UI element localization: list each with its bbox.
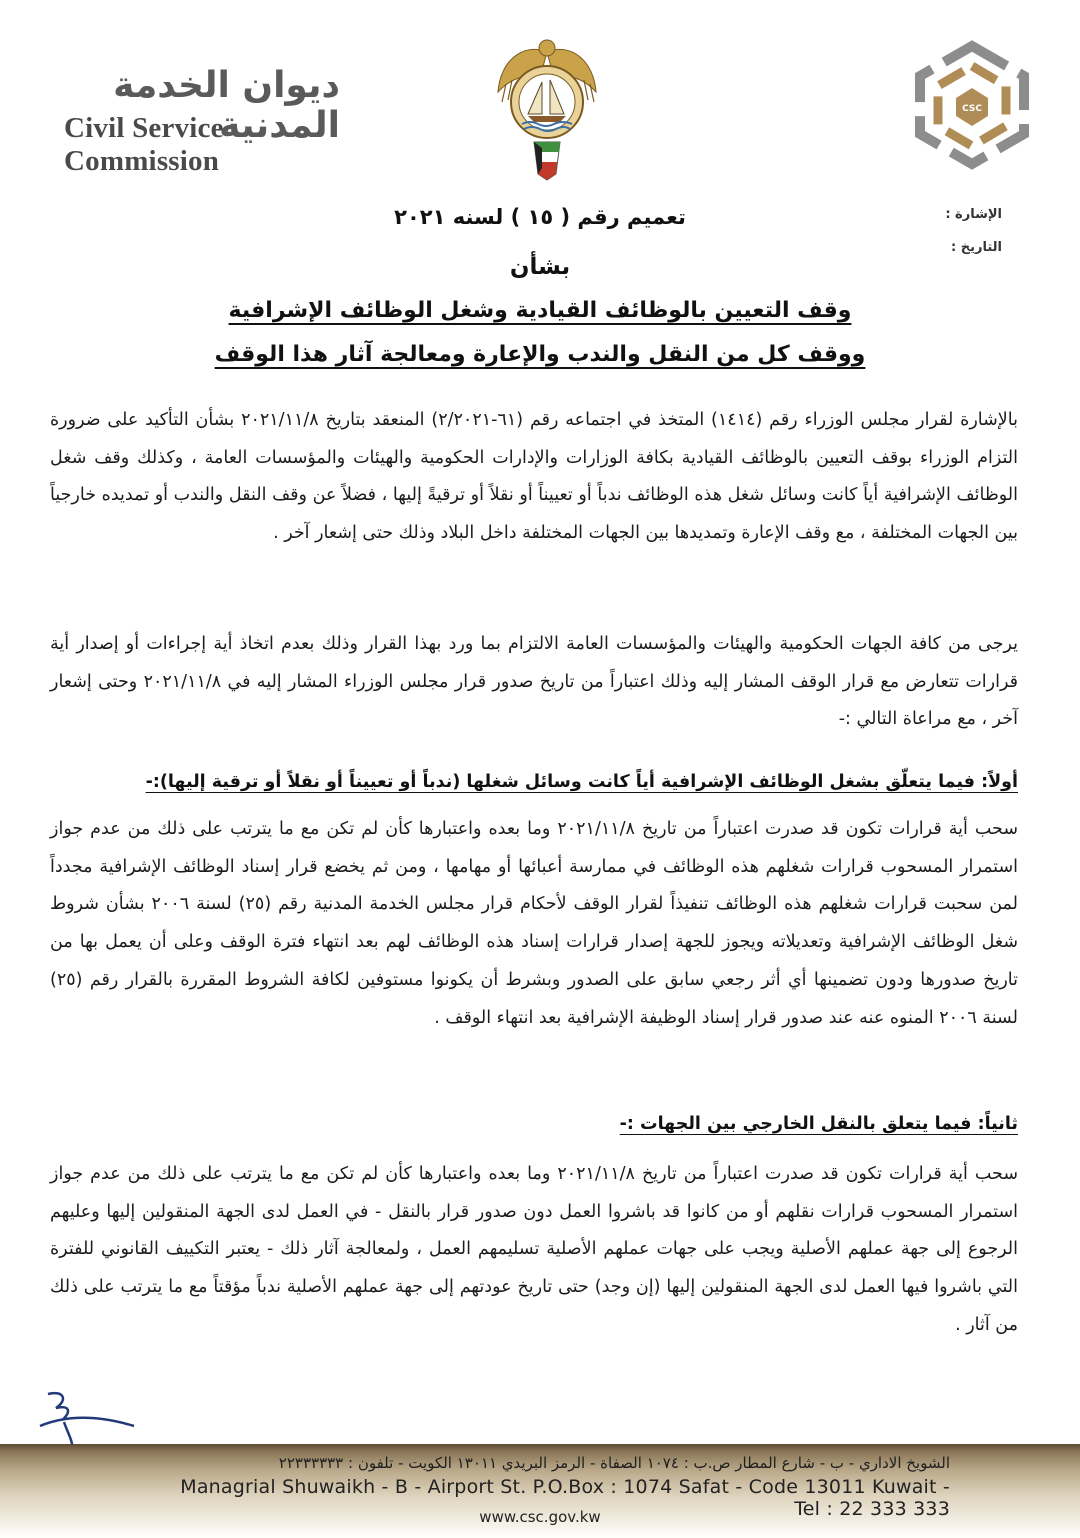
reference-label: الإشارة : [945, 207, 1002, 222]
regarding-title: بشأن [509, 254, 571, 280]
body-paragraph-4: سحب أية قرارات تكون قد صدرت اعتباراً من تاريخ ٢٠٢١/١١/٨ وما بعده واعتبارها كأن لم تكن مع ما يترتب على ذلك من عدم جواز استمرار المسحوب قرارات نقلهم أو من كانوا قد باشروا العمل دون صدور قرار بالنقل - في العمل لدى الجهة المنقولين إليها وعليهم الرجوع إلى جهة عملهم الأصلية ويجب على جهات عملهم الأصلية تسليمهم العمل ، ولمعالجة آثار ذلك - يعتبر التكييف القانوني للفترة التي باشروا فيها العمل لدى الجهة المنقولين إليها (إن وجد) حتى تاريخ عودتهم إلى جهة عملهم الأصلية ندباً مؤقتاً مع ما يترتب على ذلك من آثار . [50, 1164, 1018, 1335]
subject-line-2: ووقف كل من النقل والندب والإعارة ومعالجة آثار هذا الوقف [214, 342, 866, 367]
body-paragraph-2: يرجى من كافة الجهات الحكومية والهيئات والمؤسسات العامة الالتزام بما ورد بهذا القرار وذلك بعدم اتخاذ أية إجراءات أو إصدار أية قرارات تتعارض مع قرار الوقف المشار إليه وذلك اعتباراً من تاريخ صدور قرار مجلس الوزراء المشار إليه في ٢٠٢١/١١/٨ وحتى إشعار آخر ، مع مراعاة التالي :- [50, 634, 1018, 730]
section-heading-first: أولاً: فيما يتعلّق بشغل الوظائف الإشرافية أياً كانت وسائل شغلها (ندباً أو تعييناً أو نقلاً أو ترقية إليها):- [145, 772, 1018, 792]
body-paragraph-3: سحب أية قرارات تكون قد صدرت اعتباراً من تاريخ ٢٠٢١/١١/٨ وما بعده واعتبارها كأن لم تكن مع ما يترتب على ذلك من عدم جواز استمرار المسحوب قرارات شغلهم هذه الوظائف في ممارسة أعبائها أو مهامها ، ومن ثم يخضع قرار إسناد الوظائف الإشرافية مجدداً لمن سحبت قرارات شغلهم هذه الوظائف تنفيذاً لقرار الوقف لأحكام قرار مجلس الخدمة المدنية رقم (٢٥) لسنة ٢٠٠٦ بشأن شروط شغل الوظائف الإشرافية وتعديلاته ويجوز للجهة إصدار قرارات إسناد هذه الوظائف لهم بعد انتهاء فترة الوقف وعلى أن يعمل بها من تاريخ صدورها ودون تضمينها أي أثر رجعي سابق على الصدور وبشرط أن يكونوا مستوفين لكافة الشروط المقررة بالقرار رقم (٢٥) لسنة ٢٠٠٦ المنوه عنه عند صدور قرار إسناد الوظيفة الإشرافية بعد انتهاء الوقف . [50, 819, 1018, 1028]
org-name-english: Civil Service Commission [64, 112, 224, 177]
date-label: التاريخ : [951, 240, 1002, 255]
csc-logo-icon [906, 40, 1038, 170]
body-paragraph-1: بالإشارة لقرار مجلس الوزراء رقم (١٤١٤) المتخذ في اجتماعه رقم (٦١-٢/٢٠٢١) المنعقد بتاريخ ٢٠٢١/١١/٨ بشأن التأكيد على ضرورة التزام الوزراء بوقف التعيين بالوظائف القيادية بكافة الوزارات والإدارات الحكومية والهيئات والمؤسسات العامة ، وكذلك وقف شغل الوظائف الإشرافية أياً كانت وسائل شغل هذه الوظائف ندباً أو تعييناً أو نقلاً أو ترقيةً إليها ، فضلاً عن وقف النقل والندب أو تمديده خارجياً بين الجهات المختلفة ، مع وقف الإعارة وتمديدها بين الجهات المختلفة داخل البلاد وذلك حتى إشعار آخر . [50, 410, 1018, 544]
circular-number-title: تعميم رقم ( ١٥ ) لسنه ٢٠٢١ [394, 205, 686, 229]
section-heading-second: ثانياً: فيما يتعلق بالنقل الخارجي بين الجهات :- [619, 1114, 1018, 1134]
csc-logo-text: CSC [962, 104, 982, 114]
subject-line-1: وقف التعيين بالوظائف القيادية وشغل الوظائف الإشرافية [228, 298, 852, 323]
org-name-arabic: ديوان الخدمة المدنية [113, 65, 340, 146]
footer-address-arabic: الشويخ الاداري - ب - شارع المطار ص.ب : ١٠٧٤ الصفاة - الرمز البريدي ١٣٠١١ الكويت - تلفون : ٢٢٣٣٣٣٣٣ [278, 1454, 950, 1472]
footer-website-link[interactable]: www.csc.gov.kw [479, 1508, 601, 1526]
kuwait-emblem-icon [492, 22, 602, 182]
footer-address-english: Managrial Shuwaikh - B - Airport St. P.O.Box : 1074 Safat - Code 13011 Kuwait - Tel : 22 333 333 [180, 1476, 950, 1520]
